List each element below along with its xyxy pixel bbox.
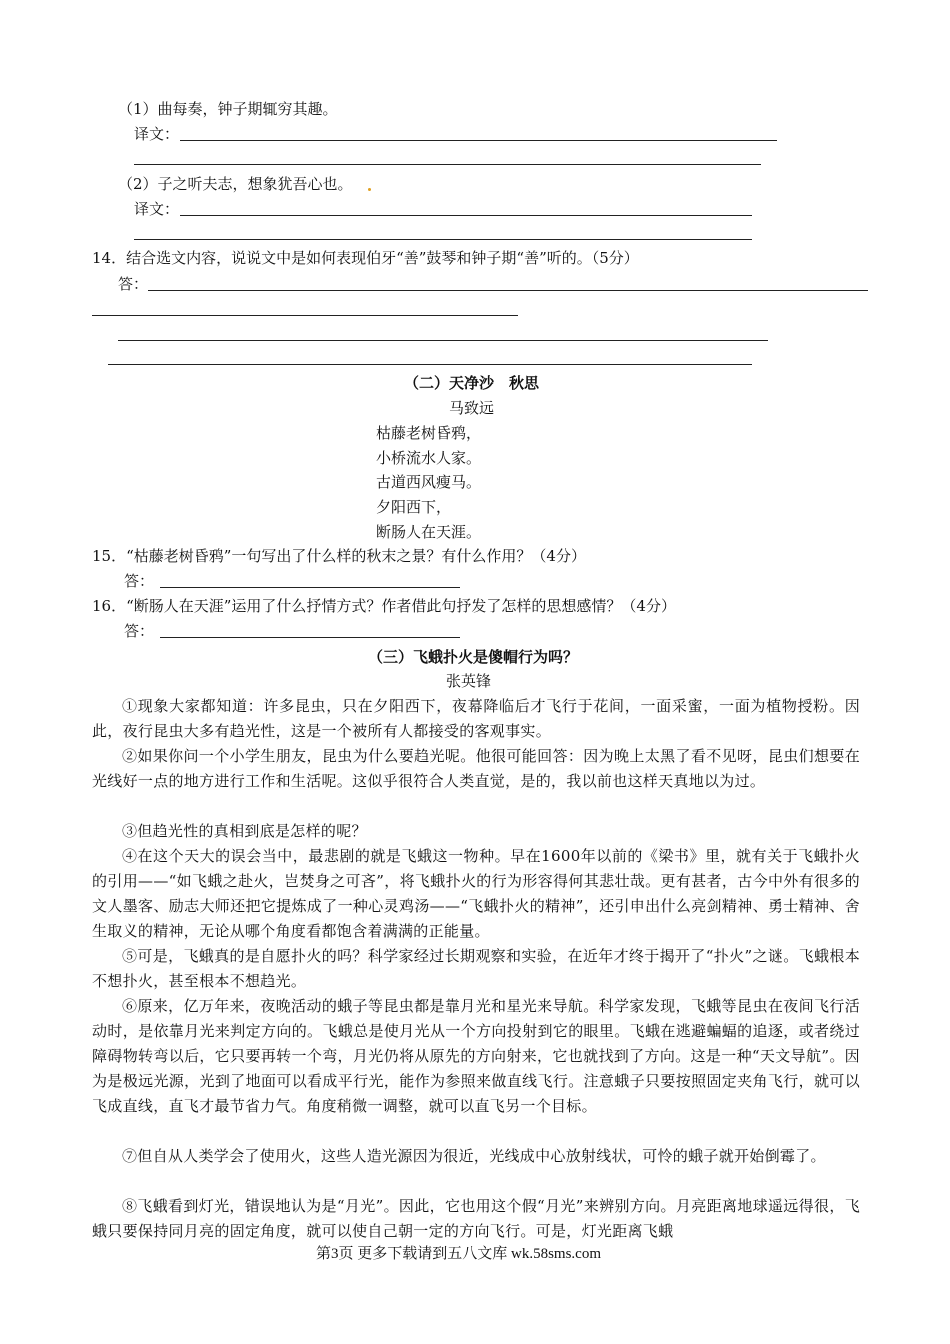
q16-question: 16．“断肠人在天涯”运用了什么抒情方式？作者借此句抒发了怎样的思想感情？（4分） [92,597,676,615]
poem-line: 夕阳西下， [376,498,452,516]
article-paragraph: ①现象大家都知道：许多昆虫，只在夕阳西下，夜幕降临后才飞行于花间，一面采蜜，一面为植物授粉。因此，夜行昆虫大多有趋光性，这是一个被所有人都接受的客观事实。 [92,697,860,740]
q15-answer-line[interactable] [160,587,460,588]
q16-answer-line[interactable] [160,637,460,638]
poem-line: 小桥流水人家。 [376,449,482,467]
article-paragraph: ④在这个天大的误会当中，最悲剧的就是飞蛾这一物种。早在1600年以前的《梁书》里，就有关于飞蛾扑火的引用——“如飞蛾之赴火，岂焚身之可吝”，将飞蛾扑火的行为形容得何其悲壮哉。更有甚者，古今中外有很多的文人墨客、励志大师还把它提炼成了一种心灵鸡汤——“飞蛾扑火的精神”，还引申出什么亮剑精神、勇士精神、舍生取义的精神，无论从哪个角度看都饱含着满满的正能量。 [92,847,860,940]
q14-answer-label: 答： [118,275,149,293]
q13-item2: （2）子之听夫志，想象犹吾心也。 [118,175,353,193]
page-footer: 第3页 更多下载请到五八文库 wk.58sms.com [316,1246,602,1262]
q13-item1: （1）曲每奏，钟子期辄穷其趣。 [118,100,338,118]
q13-item2-answer-line-1[interactable] [180,215,752,216]
q14-answer-line-4[interactable] [108,364,752,365]
article-paragraph: ⑤可是，飞蛾真的是自愿扑火的吗？科学家经过长期观察和实验，在近年才终于揭开了“扑火”之谜。飞蛾根本不想扑火，甚至根本不想趋光。 [92,947,860,990]
poem-line: 断肠人在天涯。 [376,523,482,541]
article-paragraph: ③但趋光性的真相到底是怎样的呢？ [122,822,367,840]
q13-item1-answer-line-1[interactable] [180,140,777,141]
poem-line: 古道西风瘦马。 [376,473,482,491]
q13-item1-answer-line-2[interactable] [134,164,761,165]
q14-question: 14．结合选文内容，说说文中是如何表现伯牙“善”鼓琴和钟子期“善”听的。（5分） [92,249,639,267]
poem-title: （二）天净沙 秋思 [404,374,540,392]
article-title: （三）飞蛾扑火是傻帽行为吗？ [368,648,579,666]
mark-dot [368,188,371,191]
q15-answer-label: 答： [124,572,155,590]
article-paragraph: ②如果你问一个小学生朋友，昆虫为什么要趋光呢。他很可能回答：因为晚上太黑了看不见呀，昆虫们想要在光线好一点的地方进行工作和生活呢。这似乎很符合人类直觉，是的，我以前也这样天真地以为过。 [92,747,860,790]
q14-answer-line-2[interactable] [92,315,518,316]
q13-item2-label: 译文： [134,200,180,218]
q13-item1-label: 译文： [134,125,180,143]
q13-item2-answer-line-2[interactable] [134,239,752,240]
poem-author: 马致远 [449,399,495,417]
q16-answer-label: 答： [124,622,155,640]
q14-answer-line-3[interactable] [118,340,768,341]
q15-question: 15．“枯藤老树昏鸦”一句写出了什么样的秋末之景？有什么作用？（4分） [92,547,586,565]
article-paragraph: ⑥原来，亿万年来，夜晚活动的蛾子等昆虫都是靠月光和星光来导航。科学家发现，飞蛾等昆虫在夜间飞行活动时，是依靠月光来判定方向的。飞蛾总是使月光从一个方向投射到它的眼里。飞蛾在逃避蝙蝠的追逐，或者绕过障碍物转弯以后，它只要再转一个弯，月光仍将从原先的方向射来，它也就找到了方向。这是一种“天文导航”。因为是极远光源，光到了地面可以看成平行光，能作为参照来做直线飞行。注意蛾子只要按照固定夹角飞行，就可以飞成直线，直飞才最节省力气。角度稍微一调整，就可以直飞另一个目标。 [92,997,860,1115]
article-author: 张英锋 [446,672,492,690]
q14-answer-line-1[interactable] [148,290,868,291]
article-paragraph: ⑧飞蛾看到灯光，错误地认为是“月光”。因此，它也用这个假“月光”来辨别方向。月亮距离地球遥远得很，飞蛾只要保持同月亮的固定角度，就可以使自己朝一定的方向飞行。可是，灯光距离飞蛾 [92,1197,860,1240]
poem-line: 枯藤老树昏鸦， [376,424,482,442]
article-paragraph: ⑦但自从人类学会了使用火，这些人造光源因为很近，光线成中心放射线状，可怜的蛾子就开始倒霉了。 [122,1147,826,1165]
